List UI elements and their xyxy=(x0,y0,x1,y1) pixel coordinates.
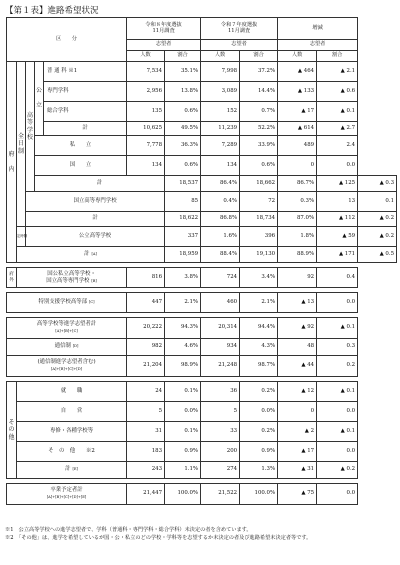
row-label: 計 [E] xyxy=(17,462,127,479)
cell-value: 94.3% xyxy=(165,318,201,339)
cell-value: 24 xyxy=(127,382,165,402)
cell-value: 0.2% xyxy=(240,422,278,442)
cell-value: 816 xyxy=(127,268,165,288)
cell-value: ▲ 59 xyxy=(317,227,358,247)
cell-value: 5 xyxy=(201,402,240,422)
sonota-group-label: そ の 他 xyxy=(7,382,17,479)
cell-value: 0.6% xyxy=(165,156,201,176)
row-label: 特別支援学校高等部 [C] xyxy=(7,293,127,313)
cell-value: 86.8% xyxy=(201,212,240,227)
cell-value: 0.0% xyxy=(165,402,201,422)
cell-value: 20,222 xyxy=(127,318,165,339)
cell-value: ▲ 44 xyxy=(278,356,317,377)
cell-value: 14.4% xyxy=(240,82,278,102)
table-row xyxy=(7,62,397,82)
cell-value: 98.7% xyxy=(240,356,278,377)
row-label: 私 立 xyxy=(35,136,127,156)
table-row xyxy=(7,462,397,479)
table-row xyxy=(7,356,397,377)
row-label: 総合学科 xyxy=(44,102,127,122)
cell-value: ▲ 0.6 xyxy=(317,82,358,102)
cell-value: 0.0 xyxy=(317,293,358,313)
table-row xyxy=(7,318,397,339)
cell-value: 724 xyxy=(201,268,240,288)
fu-nai-group-label: 府 内 xyxy=(7,62,17,263)
ratio-header-a: 割合 xyxy=(165,51,201,62)
cell-value: 0.4% xyxy=(201,192,240,212)
footnotes xyxy=(5,526,397,542)
cell-value: 87.0% xyxy=(278,212,317,227)
cell-value: 36 xyxy=(201,382,240,402)
cell-value: ▲ 0.2 xyxy=(317,462,358,479)
cell-value: 11,239 xyxy=(201,122,240,136)
cell-value: 934 xyxy=(201,339,240,356)
cell-value: 134 xyxy=(127,156,165,176)
cell-value: 1.6% xyxy=(201,227,240,247)
table-row xyxy=(7,136,397,156)
table-row xyxy=(7,212,397,227)
cell-value: 5 xyxy=(127,402,165,422)
cell-value: 0.7% xyxy=(240,102,278,122)
cell-value: 0.0% xyxy=(240,402,278,422)
cell-value: ▲ 0.1 xyxy=(317,422,358,442)
cell-value: 0.1 xyxy=(358,192,397,212)
cell-value: 1.1% xyxy=(165,462,201,479)
koto-gakko-group-label: 高 等 学 校 xyxy=(26,62,35,192)
cell-value: 7,289 xyxy=(201,136,240,156)
cell-value: 0.2% xyxy=(240,382,278,402)
cell-value: 183 xyxy=(127,442,165,462)
cell-value: 31 xyxy=(127,422,165,442)
year-b-header: 令和７年度選抜 11月調査 xyxy=(201,18,278,40)
cell-value: 20,314 xyxy=(201,318,240,339)
cell-value: 52.2% xyxy=(240,122,278,136)
table-row xyxy=(7,247,397,263)
table-row xyxy=(7,122,397,136)
cell-value: ▲ 75 xyxy=(278,484,317,505)
cell-value: 0.6% xyxy=(240,156,278,176)
cell-value: 447 xyxy=(127,293,165,313)
cell-value: 88.4% xyxy=(201,247,240,263)
cell-value: 21,204 xyxy=(127,356,165,377)
cell-value: 18,622 xyxy=(165,212,201,227)
row-label: 通信制 [D] xyxy=(7,339,127,356)
cell-value: 152 xyxy=(201,102,240,122)
cell-value: 10,625 xyxy=(127,122,165,136)
footnote-1: ※1 公立高等学校への進学志望者で、学科（普通科・専門学科・総合学科）未決定の者を含めています。 xyxy=(5,527,252,533)
cell-value: 37.2% xyxy=(240,62,278,82)
cell-value: 2.4 xyxy=(317,136,358,156)
row-label: 専門学科 xyxy=(44,82,127,102)
cell-value: ▲ 92 xyxy=(278,318,317,339)
applicants-header-change: 志望者 xyxy=(278,40,358,51)
cell-value: 100.0% xyxy=(165,484,201,505)
row-label: 計 xyxy=(44,122,127,136)
cell-value: 21,447 xyxy=(127,484,165,505)
row-label: 普 通 科 ※1 xyxy=(44,62,127,82)
cell-value: 98.9% xyxy=(165,356,201,377)
table-row xyxy=(7,176,397,192)
cell-value: 0 xyxy=(278,402,317,422)
cell-value: 72 xyxy=(240,192,278,212)
cell-value: 33.9% xyxy=(240,136,278,156)
cell-value: 3.4% xyxy=(240,268,278,288)
table-row xyxy=(7,402,397,422)
cell-value: 0.4 xyxy=(317,268,358,288)
cell-value: ▲ 12 xyxy=(278,382,317,402)
table-row xyxy=(7,442,397,462)
koritsu-group-label: 公 立 xyxy=(35,62,44,136)
cell-value: 85 xyxy=(165,192,201,212)
cell-value: 3,089 xyxy=(201,82,240,102)
cell-value: 33 xyxy=(201,422,240,442)
cell-value: ▲ 171 xyxy=(317,247,358,263)
cell-value: ▲ 17 xyxy=(278,442,317,462)
cell-value: 18,959 xyxy=(165,247,201,263)
cell-value: 0.2 xyxy=(317,356,358,377)
row-label: 国公私立高等学校・ 国立高等専門学校 [B] xyxy=(17,268,127,288)
cell-value: 0.3% xyxy=(278,192,317,212)
cell-value: 18,537 xyxy=(165,176,201,192)
cell-value: 92 xyxy=(278,268,317,288)
row-label: 専修・各種学校等 xyxy=(17,422,127,442)
cell-value: ▲ 614 xyxy=(278,122,317,136)
cell-value: 0.6% xyxy=(165,102,201,122)
row-label: 高等学校等進学志望者計 [A]+[B]+[C] xyxy=(7,318,127,339)
cell-value: 7,534 xyxy=(127,62,165,82)
row-label: 卒業予定者計 [A]+[B]+[C]+[D]+[E] xyxy=(7,484,127,505)
zennichisei-group-label: 全 日 制 xyxy=(17,62,26,227)
cell-value: 1.3% xyxy=(240,462,278,479)
cell-value: ▲ 0.3 xyxy=(358,176,397,192)
cell-value: 274 xyxy=(201,462,240,479)
table-row xyxy=(7,268,397,288)
cell-value: 88.9% xyxy=(278,247,317,263)
row-label: 自 営 xyxy=(17,402,127,422)
cell-value: 21,522 xyxy=(201,484,240,505)
cell-value: 86.4% xyxy=(201,176,240,192)
cell-value: 36.3% xyxy=(165,136,201,156)
cell-value: 0.0 xyxy=(317,402,358,422)
applicants-header-b: 志望者 xyxy=(201,40,278,51)
ratio-header-change: 割合 xyxy=(317,51,358,62)
category-header: 区 分 xyxy=(7,18,127,62)
row-label: 計 [A] xyxy=(17,247,165,263)
cell-value: 243 xyxy=(127,462,165,479)
cell-value: 200 xyxy=(201,442,240,462)
year-a-header: 令和８年度選抜 11月調査 xyxy=(127,18,201,40)
cell-value: ▲ 125 xyxy=(317,176,358,192)
footnote-2: ※2 「その他」は、進学を希望しているが国・公・私立のどの学校・学科等を志望するか未決定の者及び進路希望未決定者等です。 xyxy=(5,535,312,542)
cell-value: 337 xyxy=(165,227,201,247)
cell-value: 0.9% xyxy=(240,442,278,462)
cell-value: ▲ 464 xyxy=(278,62,317,82)
cell-value: ▲ 0.1 xyxy=(317,382,358,402)
cell-value: 4.3% xyxy=(240,339,278,356)
table-row xyxy=(7,227,397,247)
people-header-a: 人数 xyxy=(127,51,165,62)
cell-value: 18,734 xyxy=(240,212,278,227)
cell-value: 2,956 xyxy=(127,82,165,102)
applicant-status-table xyxy=(6,17,397,505)
cell-value: 2.1% xyxy=(165,293,201,313)
table-row xyxy=(7,102,397,122)
cell-value: 396 xyxy=(240,227,278,247)
row-label: (通信制進学志望者含む) [A]+[B]+[C]+[D] xyxy=(7,356,127,377)
cell-value: 0 xyxy=(278,156,317,176)
cell-value: 86.7% xyxy=(278,176,317,192)
cell-value: 48 xyxy=(278,339,317,356)
cell-value: 100.0% xyxy=(240,484,278,505)
table-row xyxy=(7,339,397,356)
cell-value: ▲ 133 xyxy=(278,82,317,102)
cell-value: 13 xyxy=(317,192,358,212)
page-title: 【第１表】進路希望状況 xyxy=(5,6,99,16)
cell-value: ▲ 2 xyxy=(278,422,317,442)
cell-value: ▲ 13 xyxy=(278,293,317,313)
cell-value: ▲ 112 xyxy=(317,212,358,227)
cell-value: 35.1% xyxy=(165,62,201,82)
cell-value: 0.0 xyxy=(317,156,358,176)
cell-value: ▲ 0.1 xyxy=(317,102,358,122)
cell-value: 7,998 xyxy=(201,62,240,82)
row-label: 国立高等専門学校 xyxy=(26,192,165,212)
cell-value: 4.6% xyxy=(165,339,201,356)
cell-value: ▲ 2.1 xyxy=(317,62,358,82)
cell-value: 19,130 xyxy=(240,247,278,263)
cell-value: ▲ 2.7 xyxy=(317,122,358,136)
cell-value: 49.5% xyxy=(165,122,201,136)
cell-value: 0.1% xyxy=(165,382,201,402)
cell-value: 21,248 xyxy=(201,356,240,377)
cell-value: 0.0 xyxy=(317,484,358,505)
people-header-change: 人数 xyxy=(278,51,317,62)
applicants-header-a: 志望者 xyxy=(127,40,201,51)
table-row xyxy=(7,382,397,402)
cell-value: 0.0 xyxy=(317,442,358,462)
row-label: 就 職 xyxy=(17,382,127,402)
table-row xyxy=(7,156,397,176)
cell-value: 3.8% xyxy=(165,268,201,288)
row-label: 国 立 xyxy=(35,156,127,176)
cell-value: 982 xyxy=(127,339,165,356)
cell-value: 134 xyxy=(201,156,240,176)
row-label: 公立高等学校 xyxy=(26,227,165,247)
change-header: 増減 xyxy=(278,18,358,40)
cell-value: 7,778 xyxy=(127,136,165,156)
table-row xyxy=(7,82,397,102)
teijisei-label: 定時制 xyxy=(17,227,26,247)
cell-value: ▲ 17 xyxy=(278,102,317,122)
cell-value: 2.1% xyxy=(240,293,278,313)
table-row xyxy=(7,484,397,505)
cell-value: 0.9% xyxy=(165,442,201,462)
cell-value: ▲ 31 xyxy=(278,462,317,479)
cell-value: 0.1% xyxy=(165,422,201,442)
cell-value: 489 xyxy=(278,136,317,156)
row-label: そ の 他 ※2 xyxy=(17,442,127,462)
cell-value: ▲ 0.5 xyxy=(358,247,397,263)
cell-value: 135 xyxy=(127,102,165,122)
cell-value: 94.4% xyxy=(240,318,278,339)
cell-value: 1.8% xyxy=(278,227,317,247)
cell-value: 0.3 xyxy=(317,339,358,356)
fugai-label: 府 外 xyxy=(7,268,17,288)
people-header-b: 人数 xyxy=(201,51,240,62)
cell-value: 18,662 xyxy=(240,176,278,192)
table-row xyxy=(7,422,397,442)
cell-value: ▲ 0.1 xyxy=(317,318,358,339)
ratio-header-b: 割合 xyxy=(240,51,278,62)
table-row xyxy=(7,293,397,313)
table-row xyxy=(7,192,397,212)
row-label: 計 xyxy=(35,176,165,192)
row-label: 計 xyxy=(26,212,165,227)
cell-value: 460 xyxy=(201,293,240,313)
cell-value: ▲ 0.2 xyxy=(358,227,397,247)
cell-value: ▲ 0.2 xyxy=(358,212,397,227)
cell-value: 13.8% xyxy=(165,82,201,102)
